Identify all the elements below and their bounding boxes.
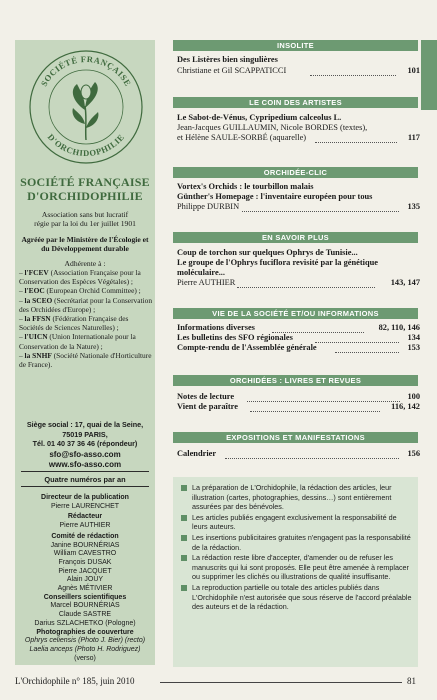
ministry-approval: Agréée par le Ministère de l'Écologie et du Développement durable — [21, 235, 149, 254]
website-link[interactable]: www.sfo-asso.com — [48, 459, 122, 469]
page-number: 82, 110, 146 — [378, 323, 420, 332]
logo-text: SOCIÉTÉ FRANÇAISE — [38, 53, 134, 89]
divider — [21, 486, 149, 487]
list-item: La reproduction partielle ou totale des articles publiés dans L'Orchidophile n'est autorisée que sous réserve de l'accord préalable des auteurs et de la rédaction. — [181, 583, 413, 612]
association-status: Association sans but lucratif régie par la loi du 1er juillet 1901 — [34, 210, 136, 229]
page-number: 156 — [407, 449, 420, 458]
toc-entry-title[interactable]: Günther's Homepage : l'inventaire européen pour tous — [177, 192, 373, 201]
toc-entry: Calendrier 156 — [177, 449, 420, 458]
leader-dots — [242, 211, 399, 212]
footer-rule — [160, 682, 402, 683]
list-item: – la SNHF (Société Nationale d'Horticulture de France). — [19, 350, 152, 370]
society-name: SOCIÉTÉ FRANÇAISE D'ORCHIDOPHILIE — [20, 175, 150, 203]
list-item: – l'UICN (Union Internationale pour la Conservation de la Nature) ; — [19, 332, 136, 351]
section-insolite: INSOLITE — [173, 40, 418, 51]
list-item: Les insertions publicitaires gratuites n'engagent pas la responsabilité de la rédaction. — [181, 533, 413, 552]
list-item: – la FFSN (Fédération Française des Sociétés de Sciences Naturelles) ; — [19, 314, 129, 333]
staff-list: Directeur de la publication Pierre LAURENCHET Rédacteur Pierre AUTHIER Comité de rédaction Janine BOURNÉRIAS William CAVESTRO François DUSAK Pierre JACQUET Alain JOUY Agnès MÉTIVIER Conseillers scientifiques Marcel BOURNÉRIAS Claude SASTRE Darius SZLACHETKO (Pologne) Photographies de couverture Ophrys celiensis (Photo J. Bier) (recto) Laelia anceps (Photo H. Rodriguez) (verso) — [24, 494, 146, 662]
toc-entry-title[interactable]: Des Listères bien singulières — [177, 55, 278, 64]
leader-dots — [315, 142, 397, 143]
page-number: 81 — [407, 676, 416, 686]
leader-dots — [250, 411, 380, 412]
section-expositions: EXPOSITIONS ET MANIFESTATIONS — [173, 432, 418, 443]
adherent-list — [19, 268, 153, 369]
svg-text:SOCIÉTÉ FRANÇAISE — [39, 54, 134, 88]
page-number: 117 — [407, 133, 420, 142]
toc-entry: Informations diverses 82, 110, 146 — [177, 323, 420, 332]
section-vie-societe: VIE DE LA SOCIÉTÉ ET/OU INFORMATIONS — [173, 308, 418, 319]
email-link[interactable]: sfo@sfo-asso.com — [49, 450, 121, 459]
toc-entry: Philippe DURBIN 135 — [177, 202, 420, 211]
frequency-note: Quatre numéros par an — [44, 475, 126, 484]
footer-issue: L'Orchidophile n° 185, juin 2010 — [15, 676, 135, 686]
page-number: 153 — [407, 343, 420, 352]
corner-tab — [421, 40, 437, 110]
page-number: 143, 147 — [390, 278, 420, 287]
toc-entry-title[interactable]: moléculaire... — [177, 268, 225, 277]
list-item: – l'EOC (European Orchid Committee) ; — [19, 286, 141, 296]
society-logo — [27, 48, 145, 166]
section-en-savoir-plus: EN SAVOIR PLUS — [173, 232, 418, 243]
list-item: Les articles publiés engagent exclusivement la responsabilité de leurs auteurs. — [181, 513, 413, 532]
toc-entry-title[interactable]: Coup de torchon sur quelques Ophrys de Tunisie... — [177, 248, 358, 257]
section-artistes: LE COIN DES ARTISTES — [173, 97, 418, 108]
editorial-notice — [173, 477, 418, 667]
svg-text:D'ORCHIDOPHILIE: D'ORCHIDOPHILIE — [45, 131, 127, 159]
toc-entry: Les bulletins des SFO régionales 134 — [177, 333, 420, 342]
society-panel — [15, 40, 155, 665]
page-number: 100 — [407, 392, 420, 401]
list-item: – la SCEO (Secrétariat pour la Conservation des Orchidées d'Europe) ; — [19, 295, 153, 314]
toc-entry: Notes de lecture 100 — [177, 392, 420, 401]
toc-entry-author: Jean-Jacques GUILLAUMIN, Nicole BORDES (textes), — [177, 123, 368, 132]
leader-dots — [225, 458, 399, 459]
toc-entry-title[interactable]: Vortex's Orchids : le tourbillon malais — [177, 182, 314, 191]
toc-entry-title[interactable]: Le groupe de l'Ophrys fuciflora revisité par la génétique — [177, 258, 378, 267]
list-item: La rédaction reste libre d'accepter, d'amender ou de refuser les manuscrits qui lui sont proposés. Elle peut être amenée à remplacer ou supprimer les clichés ou illustrations de qualité insuffisante. — [181, 553, 413, 582]
toc-entry: Compte-rendu de l'Assemblée générale 153 — [177, 343, 420, 352]
divider — [21, 471, 149, 472]
toc-entry-title[interactable]: Le Sabot-de-Vénus, Cypripedium calceolus L. — [177, 113, 342, 122]
page-number: 135 — [407, 202, 420, 211]
leader-dots — [310, 75, 396, 76]
contact — [19, 450, 151, 469]
section-livres-revues: ORCHIDÉES : LIVRES ET REVUES — [173, 375, 418, 386]
page-number: 134 — [407, 333, 420, 342]
toc-entry: Christiane et Gil SCAPPATICCI 101 — [177, 66, 420, 75]
section-orchidee-clic: ORCHIDÉE-CLIC — [173, 167, 418, 178]
adherent-title: Adhérente à : — [64, 259, 106, 268]
list-item: – l'FCEV (Association Française pour la Conservation des Espèces Végétales) ; — [19, 268, 141, 287]
leader-dots — [237, 287, 375, 288]
head-office: Siège social : 17, quai de la Seine, 75019 PARIS, Tél. 01 40 37 36 46 (répondeur) — [26, 420, 144, 449]
page-number: 101 — [407, 66, 420, 75]
list-item: La préparation de L'Orchidophile, la rédaction des articles, leur illustration (cartes, photographies, dessins…) sont entièrement assurées par des bénévoles. — [181, 483, 413, 512]
leader-dots — [335, 352, 399, 353]
page-number: 116, 142 — [391, 402, 420, 411]
toc-entry: et Hélène SAULE-SORBÉ (aquarelle) 117 — [177, 133, 420, 142]
toc-entry: Pierre AUTHIER 143, 147 — [177, 278, 420, 287]
toc-entry: Vient de paraître 116, 142 — [177, 402, 420, 411]
